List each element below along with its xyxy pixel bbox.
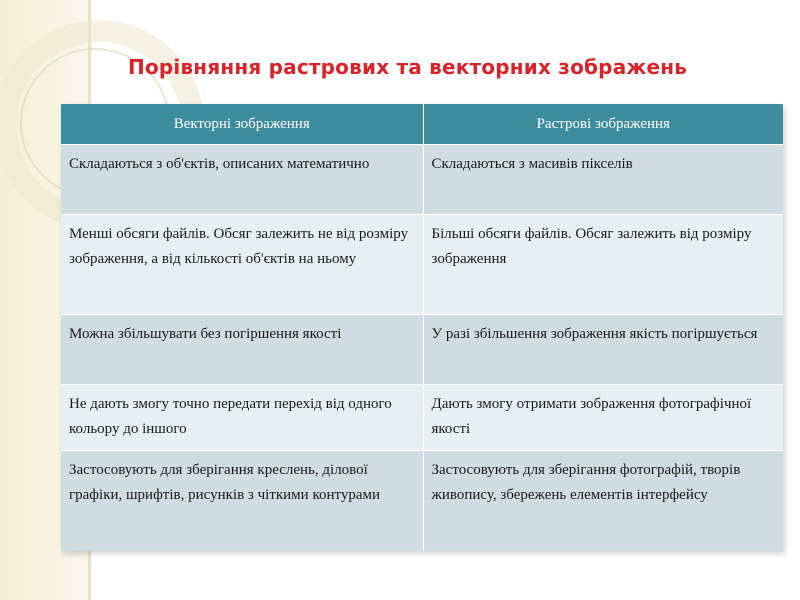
- comparison-table: [61, 104, 783, 551]
- cell-raster: Застосовують для зберігання фотографій, творів живопису, збережень елементів інтерфейсу: [423, 451, 783, 551]
- table-row: [61, 385, 783, 451]
- cell-raster: Складаються з масивів пікселів: [423, 145, 783, 215]
- cell-vector: Не дають змогу точно передати перехід від одного кольору до іншого: [61, 385, 423, 451]
- cell-raster: Дають змогу отримати зображення фотографічної якості: [423, 385, 783, 451]
- header-vector: Векторні зображення: [61, 104, 423, 145]
- table-header-row: [61, 104, 783, 145]
- cell-vector: Менші обсяги файлів. Обсяг залежить не від розміру зображення, а від кількості об'єктів на ньому: [61, 215, 423, 315]
- cell-vector: Складаються з об'єктів, описаних математично: [61, 145, 423, 215]
- table-row: [61, 315, 783, 385]
- cell-vector: Можна збільшувати без погіршення якості: [61, 315, 423, 385]
- table-row: [61, 215, 783, 315]
- table-row: [61, 451, 783, 551]
- cell-raster: У разі збільшення зображення якість погіршується: [423, 315, 783, 385]
- header-raster: Растрові зображення: [423, 104, 783, 145]
- cell-vector: Застосовують для зберігання креслень, ділової графіки, шрифтів, рисунків з чіткими контурами: [61, 451, 423, 551]
- table-row: [61, 145, 783, 215]
- cell-raster: Більші обсяги файлів. Обсяг залежить від розміру зображення: [423, 215, 783, 315]
- slide-title: Порівняння растрових та векторних зображень: [128, 55, 688, 79]
- comparison-table-container: [61, 104, 783, 551]
